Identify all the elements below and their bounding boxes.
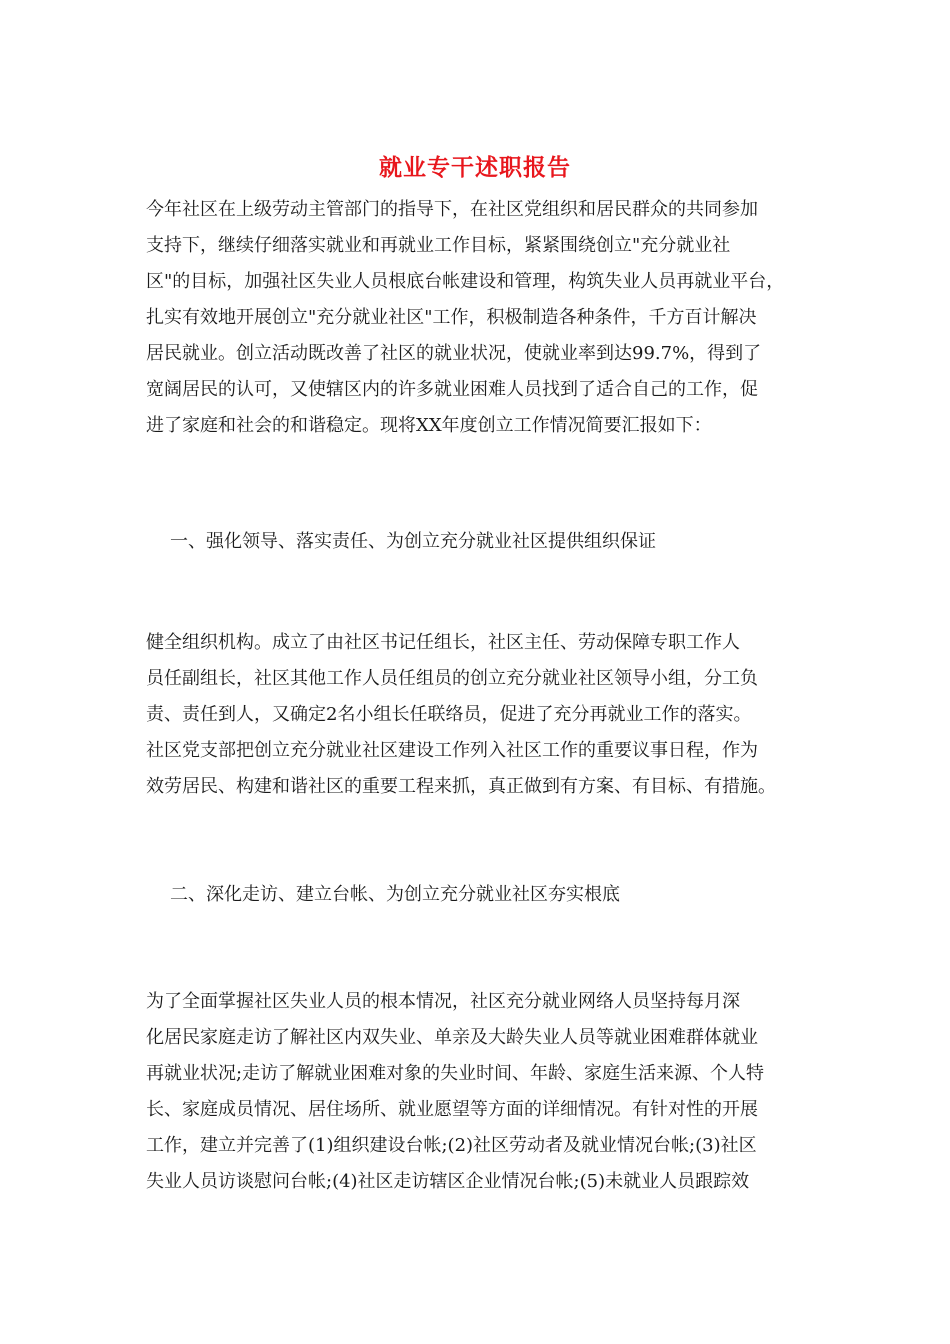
section2-line: 再就业状况;走访了解就业困难对象的失业时间、年龄、家庭生活来源、个人特 [146, 1063, 765, 1084]
document-title: 就业专干述职报告 [379, 154, 571, 181]
section2-line: 工作，建立并完善了(1)组织建设台帐;(2)社区劳动者及就业情况台帐;(3)社区 [146, 1135, 757, 1156]
section1-line: 责、责任到人，又确定2名小组长任联络员，促进了充分再就业工作的落实。 [146, 704, 752, 725]
section2-line: 长、家庭成员情况、居住场所、就业愿望等方面的详细情况。有针对性的开展 [146, 1099, 758, 1120]
intro-line: 宽阔居民的认可，又使辖区内的许多就业困难人员找到了适合自己的工作，促 [146, 379, 758, 400]
section1-line: 社区党支部把创立充分就业社区建设工作列入社区工作的重要议事日程，作为 [146, 740, 758, 761]
section2-line: 为了全面掌握社区失业人员的根本情况，社区充分就业网络人员坚持每月深 [146, 991, 740, 1012]
intro-line: 支持下，继续仔细落实就业和再就业工作目标，紧紧围绕创立"充分就业社 [146, 235, 731, 256]
section-heading-2: 二、深化走访、建立台帐、为创立充分就业社区夯实根底 [170, 884, 620, 905]
section2-line: 化居民家庭走访了解社区内双失业、单亲及大龄失业人员等就业困难群体就业 [146, 1027, 758, 1048]
intro-line: 今年社区在上级劳动主管部门的指导下，在社区党组织和居民群众的共同参加 [146, 199, 758, 220]
section1-line: 健全组织机构。成立了由社区书记任组长，社区主任、劳动保障专职工作人 [146, 632, 740, 653]
intro-line: 进了家庭和社会的和谐稳定。现将XX年度创立工作情况简要汇报如下： [146, 415, 712, 436]
section1-line: 效劳居民、构建和谐社区的重要工程来抓，真正做到有方案、有目标、有措施。 [146, 776, 776, 797]
intro-line: 区"的目标，加强社区失业人员根底台帐建设和管理，构筑失业人员再就业平台， [146, 271, 785, 292]
intro-line: 扎实有效地开展创立"充分就业社区"工作，积极制造各种条件，千方百计解决 [146, 307, 757, 328]
section-heading-1: 一、强化领导、落实责任、为创立充分就业社区提供组织保证 [170, 531, 656, 552]
section2-line: 失业人员访谈慰问台帐;(4)社区走访辖区企业情况台帐;(5)未就业人员跟踪效 [146, 1171, 750, 1192]
section1-line: 员任副组长，社区其他工作人员任组员的创立充分就业社区领导小组，分工负 [146, 668, 758, 689]
intro-line: 居民就业。创立活动既改善了社区的就业状况，使就业率到达99.7%，得到了 [146, 343, 762, 364]
